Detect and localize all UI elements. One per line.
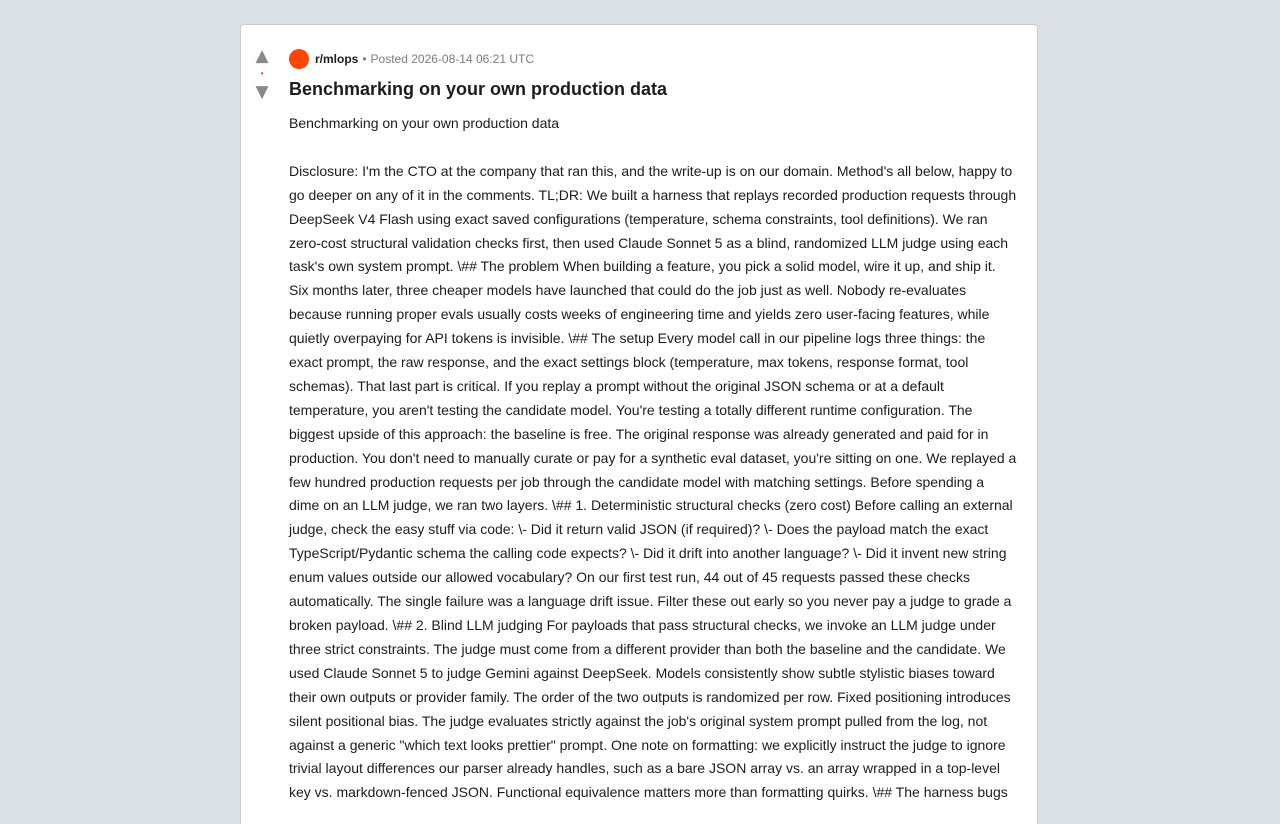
downvote-icon[interactable]: ▼	[255, 82, 269, 102]
subreddit-avatar-icon[interactable]	[289, 49, 309, 69]
post-content	[289, 49, 1017, 805]
subreddit-link[interactable]: r/mlops	[315, 52, 359, 66]
vote-score: •	[260, 69, 264, 78]
post-title[interactable]: Benchmarking on your own production data	[289, 79, 668, 99]
vote-column	[251, 47, 273, 101]
post-card	[240, 24, 1038, 824]
posted-timestamp: Posted 2026-08-14 06:21 UTC	[370, 52, 534, 66]
post-body-paragraph: Benchmarking on your own production data	[289, 115, 560, 131]
upvote-icon[interactable]: ▲	[255, 46, 269, 66]
meta-separator: •	[362, 52, 367, 66]
post-meta	[289, 49, 1017, 69]
post-body	[289, 112, 1017, 805]
post-body-paragraph: Disclosure: I'm the CTO at the company that ran this, and the write-up is on our domain. Method's all below, happy to go deeper on any of it in the comments. TL;DR: We built a harness that replays recorded production requests through DeepSeek V4 Flash using exact saved configurations (temperature, schema constraints, tool definitions). We ran zero-cost structural validation checks first, then used Claude Sonnet 5 as a blind, randomized LLM judge using each task's own system prompt. \## The problem When building a feature, you pick a solid model, wire it up, and ship it. Six months later, three cheaper models have launched that could do the job just as well. Nobody re-evaluates because running proper evals usually costs weeks of engineering time and yields zero user-facing features, while quietly overpaying for API tokens is invisible. \## The setup Every model call in our pipeline logs three things: the exact prompt, the raw response, and the exact settings block (temperature, max tokens, response format, tool schemas). That last part is critical. If you replay a prompt without the original JSON schema or at a default temperature, you aren't testing the candidate model. You're testing a totally different runtime configuration. The biggest upside of this approach: the baseline is free. The original response was already generated and paid for in production. You don't need to manually curate or pay for a synthetic eval dataset, you're sitting on one. We replayed a few hundred production requests per job through the candidate model with matching settings. Before spending a dime on an LLM judge, we ran two layers. \## 1. Deterministic structural checks (zero cost) Before calling an external judge, check the easy stuff via code: \- Did it return valid JSON (if required)? \- Does the payload match the exact TypeScript/Pydantic schema the calling code expects? \- Did it drift into another language? \- Did it invent new string enum values outside our allowed vocabulary? On our first test run, 44 out of 45 requests passed these checks automatically. The single failure was a language drift issue. Filter these out early so you never pay a judge to grade a broken payload. \## 2. Blind LLM judging For payloads that pass structural checks, we invoke an LLM judge under three strict constraints. The judge must come from a different provider than both the baseline and the candidate. We used Claude Sonnet 5 to judge Gemini against DeepSeek. Models consistently show subtle stylistic biases toward their own outputs or provider family. The order of the two outputs is randomized per row. Fixed positioning introduces silent positional bias. The judge evaluates strictly against the job's original system prompt pulled from the log, not against a generic "which text looks prettier" prompt. One note on formatting: we explicitly instruct the judge to ignore trivial layout differences our parser already handles, such as a bare JSON array vs. an array wrapped in a top-level key vs. markdown-fenced JSON. Functional equivalence matters more than formatting quirks. \## The harness bugs	[289, 162, 1017, 801]
